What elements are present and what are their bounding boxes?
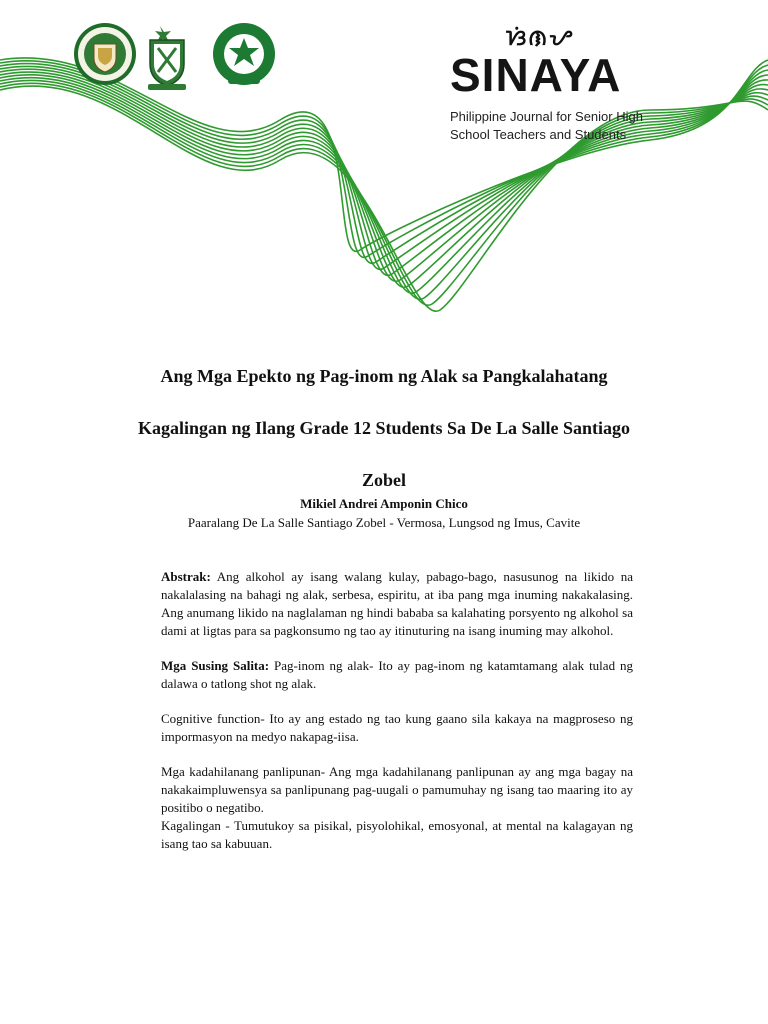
title-line-2: Kagalingan ng Ilang Grade 12 Students Sa De La Salle Santiago — [137, 418, 631, 438]
dlsu-manila-seal-logo — [213, 23, 275, 85]
baybayin-script-logo: ᜐᜒᜈᜌ — [506, 25, 574, 51]
definition-cognitive-function: Cognitive function- Ito ay ang estado ng tao kung gaano sila kakaya na magproseso ng impormasyon na medyo nakapag-iisa. — [161, 711, 633, 744]
definition-social-factors: Mga kadahilanang panlipunan- Ang mga kadahilanang panlipunan ay ang mga bagay na nakakaimpluwensya sa panlipunang pag-uugali o pamumuhay ng isang tao maaring ito ay positibo o negatibo. — [161, 764, 633, 815]
title-line-3: Zobel — [361, 470, 406, 490]
journal-tagline — [450, 108, 660, 144]
crest-shield-logo — [148, 26, 186, 90]
keywords-label: Mga Susing Salita: — [161, 658, 270, 673]
abstract-section — [161, 568, 633, 853]
wave-line — [0, 66, 768, 269]
journal-header — [0, 0, 768, 330]
author-name: Mikiel Andrei Amponin Chico — [300, 496, 468, 511]
journal-name: SINAYA — [450, 49, 622, 101]
keywords-text: Pag-inom ng alak- Ito ay pag-inom ng katamtamang alak tulad ng dalawa o tatlong shot ng alak. — [161, 658, 633, 691]
school-logos — [68, 14, 288, 94]
dlsz-seal-logo — [74, 23, 136, 85]
tagline-line-1: Philippine Journal for Senior High — [450, 109, 643, 124]
title-line-1: Ang Mga Epekto ng Pag-inom ng Alak sa Pangkalahatang — [160, 366, 608, 386]
abstract-text: Ang alkohol ay isang walang kulay, pabago-bago, nasusunog na likido na nakalalasing na bahagi ng alak, serbesa, espiritu, at iba pang mga inuming nakakalasing. Ang anumang likido na naglalaman ng hindi bababa sa kalahating porsyento ng alkohol sa dami at ligtas para sa pagkonsumo ng tao ay itinuturing na isang inuming may alkohol. — [161, 569, 633, 638]
abstract-paragraph — [161, 568, 633, 640]
tagline-line-2: School Teachers and Students — [450, 127, 627, 142]
abstract-label: Abstrak: — [161, 569, 211, 584]
definition-wellbeing: Kagalingan - Tumutukoy sa pisikal, pisyolohikal, emosyonal, at mental na kalagayan ng isang tao sa kabuuan. — [161, 818, 633, 851]
author-affiliation: Paaralang De La Salle Santiago Zobel - Vermosa, Lungsod ng Imus, Cavite — [187, 515, 581, 530]
keywords-paragraph — [161, 657, 633, 693]
paper-title — [60, 350, 708, 506]
